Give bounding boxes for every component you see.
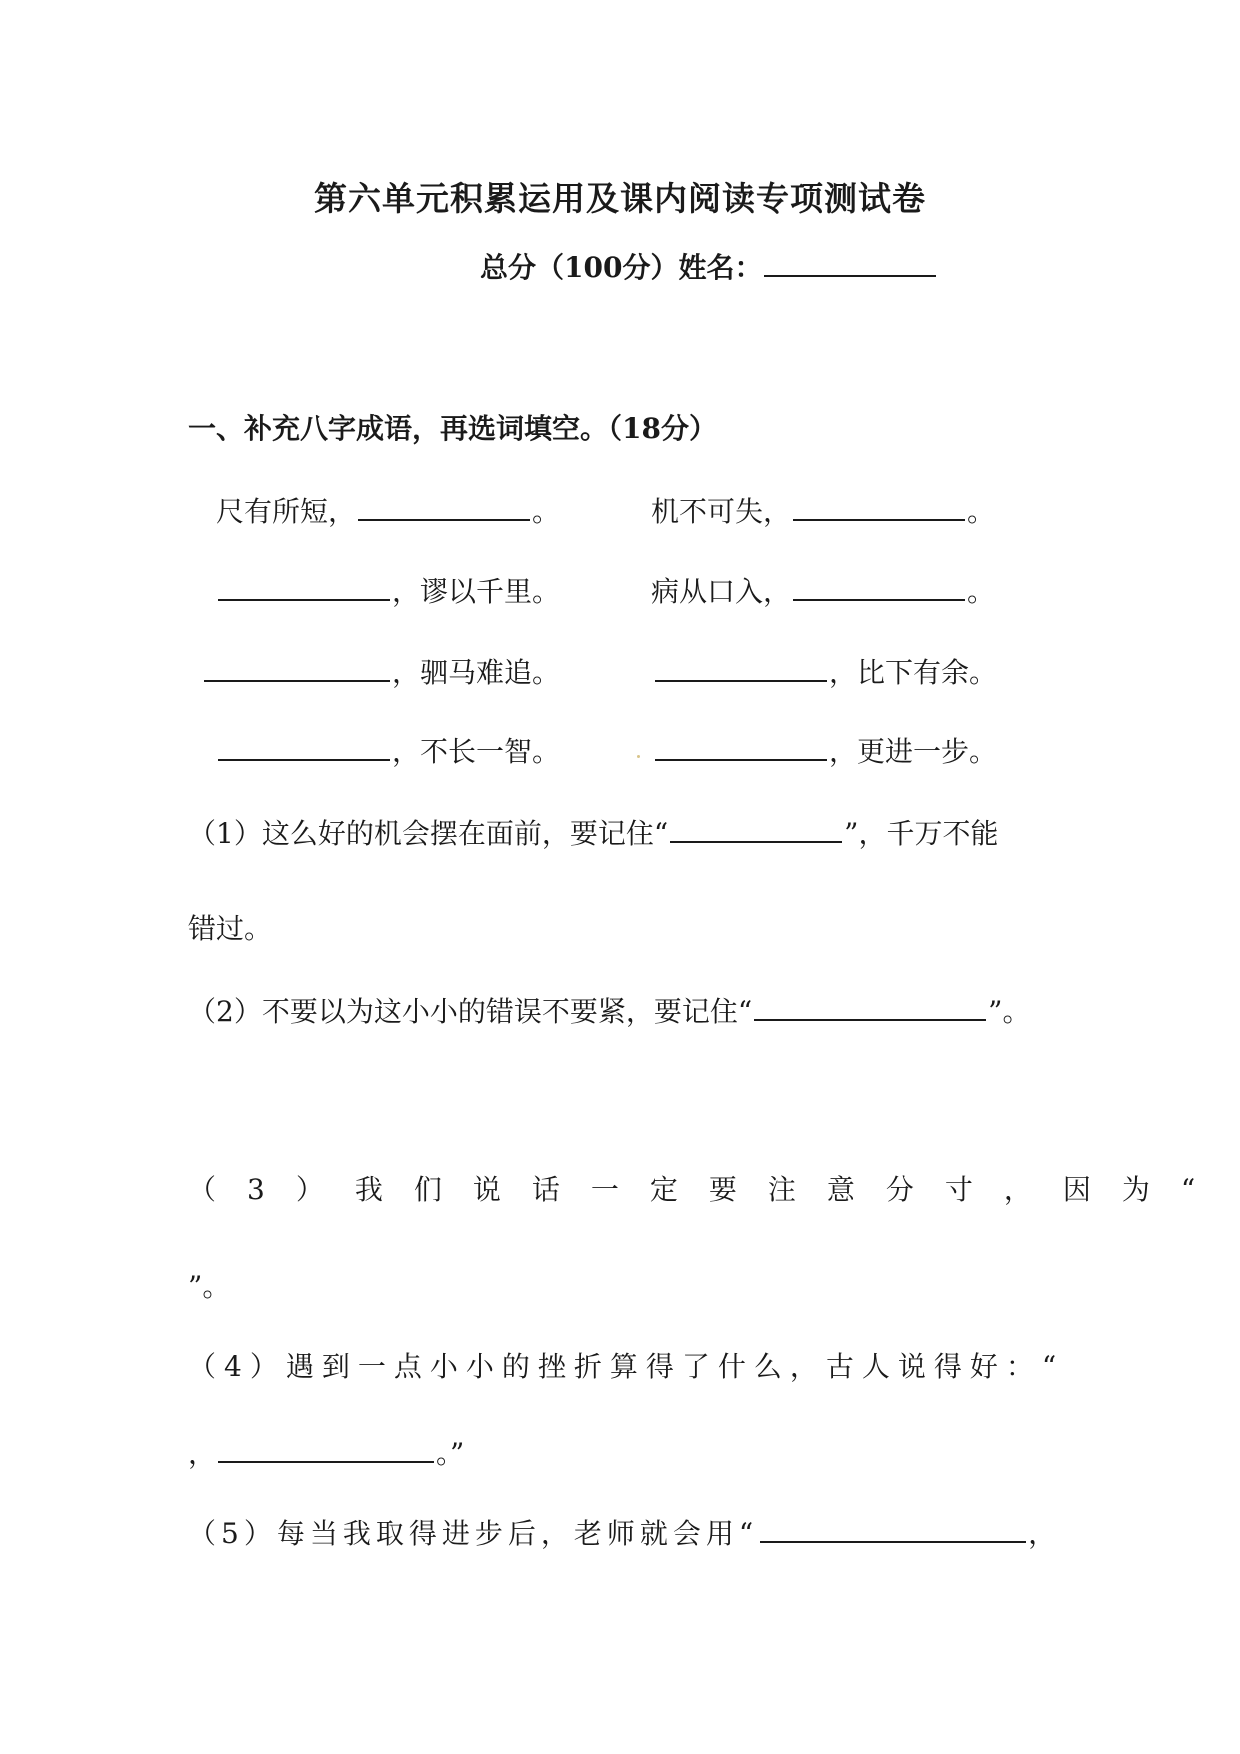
speck [637, 755, 640, 758]
idiom-blank[interactable] [218, 731, 390, 761]
question-4: （4）遇到一点小小的挫折算得了什么，古人说得好：“ [188, 1350, 1065, 1383]
question-1-continued: 错过。 [188, 912, 273, 945]
idiom-4 [651, 570, 995, 610]
idiom-blank[interactable] [218, 571, 390, 601]
idiom-blank[interactable] [793, 571, 965, 601]
idiom-blank[interactable] [358, 491, 530, 521]
question-3: （3）我们说话一定要注意分寸，因为“ [188, 1173, 1227, 1206]
question-2 [188, 990, 1030, 1030]
question-1 [188, 812, 998, 852]
idiom-1 [216, 490, 560, 530]
idiom-8 [653, 730, 997, 770]
answer-blank[interactable] [218, 1433, 434, 1463]
idiom-text: ，比下有余。 [829, 656, 998, 689]
idiom-2 [651, 490, 995, 530]
question-4-continued [188, 1432, 464, 1472]
question-3-continued: ”。 [188, 1270, 231, 1303]
question-text: ， [1028, 1517, 1062, 1550]
name-blank[interactable] [764, 247, 936, 277]
answer-blank[interactable] [760, 1513, 1026, 1543]
idiom-blank[interactable] [793, 491, 965, 521]
idiom-3 [216, 570, 560, 610]
idiom-blank[interactable] [655, 652, 827, 682]
idiom-text: 机不可失， [651, 495, 792, 528]
page-title: 第六单元积累运用及课内阅读专项测试卷 [314, 179, 926, 218]
question-text: ， [188, 1437, 217, 1470]
idiom-blank[interactable] [204, 652, 390, 682]
idiom-5 [202, 651, 560, 691]
question-5 [188, 1512, 1061, 1552]
idiom-7 [216, 730, 560, 770]
idiom-blank[interactable] [655, 731, 827, 761]
question-text: （5）每当我取得进步后，老师就会用“ [188, 1517, 759, 1550]
question-text: 。” [436, 1437, 465, 1470]
question-text: （1）这么好的机会摆在面前，要记住“ [188, 817, 669, 850]
question-text: （2）不要以为这小小的错误不要紧，要记住“ [188, 995, 753, 1028]
idiom-text: ，更进一步。 [829, 735, 998, 768]
idiom-text: 尺有所短， [216, 495, 357, 528]
idiom-text: 病从口入， [651, 575, 792, 608]
idiom-6 [653, 651, 997, 691]
answer-blank[interactable] [754, 991, 986, 1021]
idiom-text: 。 [967, 575, 996, 608]
question-text: ”，千万不能 [844, 817, 999, 850]
question-text: ”。 [988, 995, 1031, 1028]
score-label: 总分（100分）姓名： [480, 251, 763, 284]
answer-blank[interactable] [670, 813, 842, 843]
idiom-text: ，驷马难追。 [392, 656, 561, 689]
section-heading: 一、补充八字成语，再选词填空。（18分） [188, 412, 717, 445]
idiom-text: 。 [532, 495, 561, 528]
idiom-text: ，不长一智。 [392, 735, 561, 768]
idiom-text: ，谬以千里。 [392, 575, 561, 608]
idiom-text: 。 [967, 495, 996, 528]
score-name-line [480, 246, 938, 286]
